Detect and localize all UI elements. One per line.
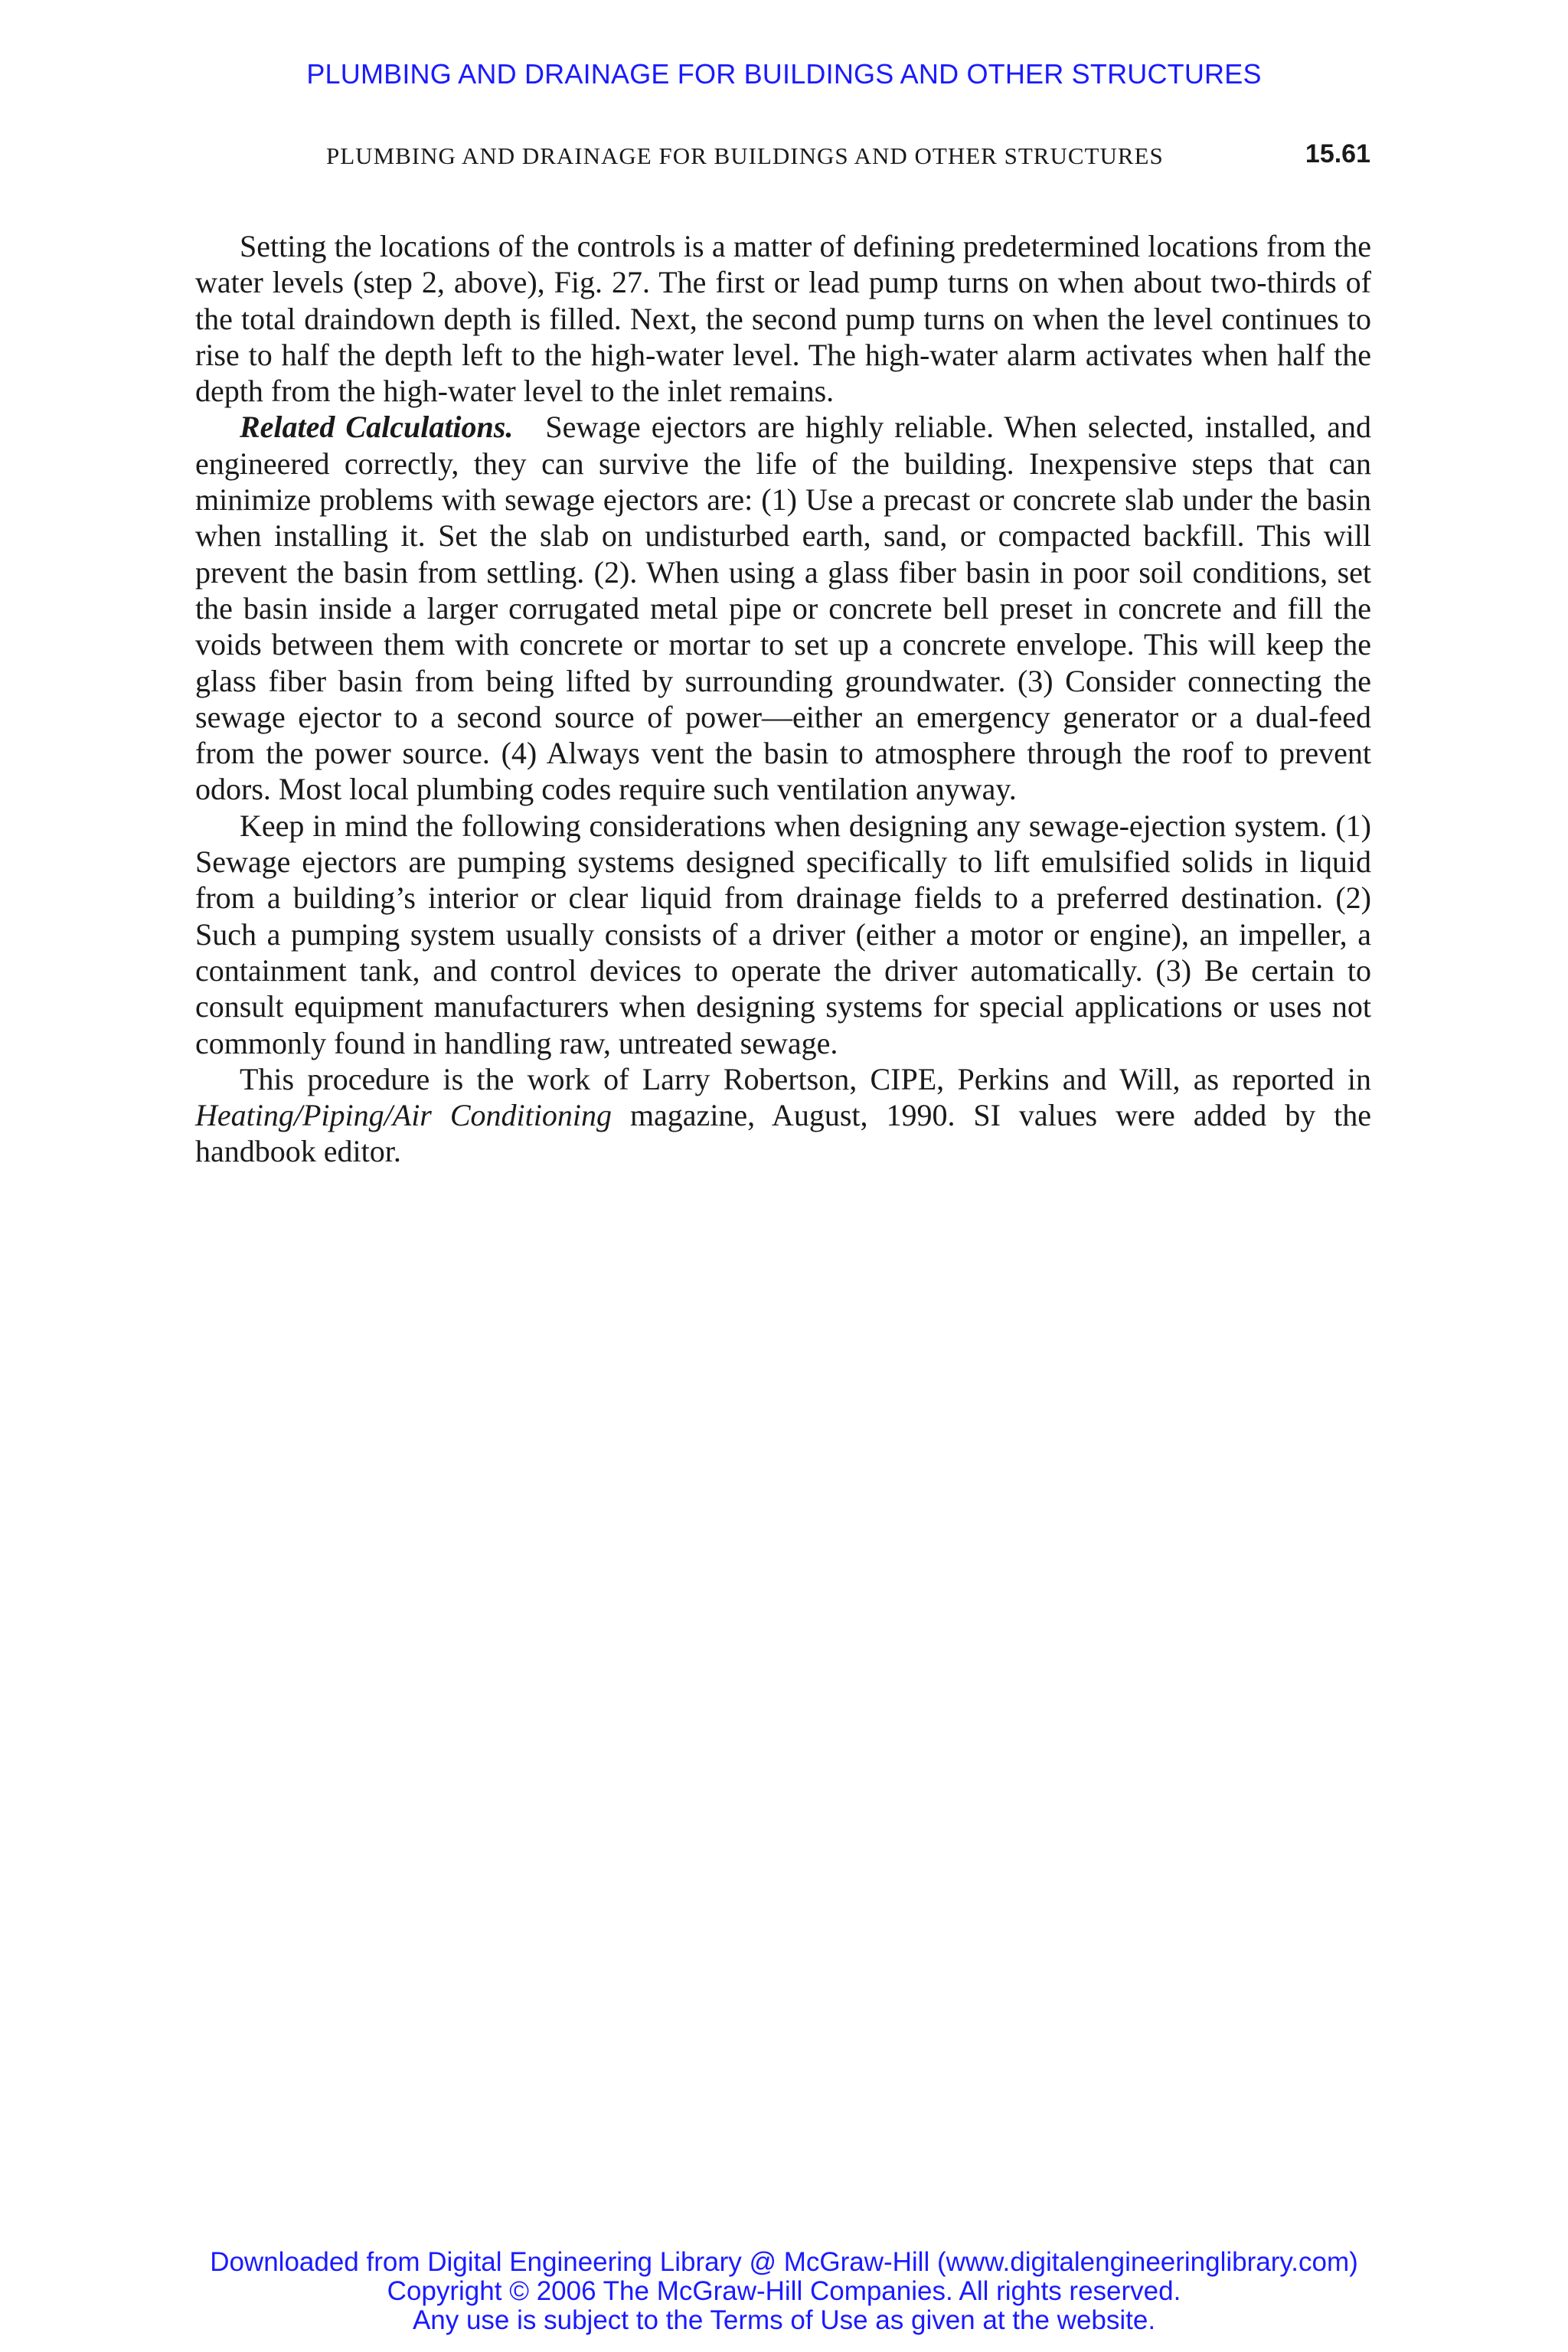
attribution-text-before: This procedure is the work of Larry Robertson, CIPE, Perkins and Will, as reported in <box>240 1061 1371 1096</box>
magazine-title: Heating/Piping/Air Conditioning <box>195 1098 612 1133</box>
page-number: 15.61 <box>1305 139 1370 168</box>
top-banner-title[interactable]: PLUMBING AND DRAINAGE FOR BUILDINGS AND OTHER STRUCTURES <box>306 58 1262 90</box>
running-head: PLUMBING AND DRAINAGE FOR BUILDINGS AND OTHER STRUCTURES <box>326 142 1164 169</box>
paragraph-control-locations: Setting the locations of the controls is a matter of defining predetermined locations from the water levels (step 2, above), Fig. 27. The first or lead pump turns on when about two-thirds of the total draindown depth is filled. Next, the second pump turns on when the level continues to rise to half the depth left to the high-water level. The high-water alarm activates when half the depth from the high-water level to the inlet remains. <box>195 229 1371 409</box>
run-in-heading: Related Calculations. <box>240 410 514 445</box>
body-text <box>195 228 1371 1170</box>
paragraph-attribution <box>195 1061 1371 1170</box>
paragraph-related-calculations <box>195 409 1371 807</box>
footer-terms[interactable]: Any use is subject to the Terms of Use as given at the website. <box>412 2305 1156 2335</box>
footer-download-link[interactable]: Downloaded from Digital Engineering Library @ McGraw-Hill (www.digitalengineeringlibrary.com) <box>210 2247 1358 2277</box>
footer-notice <box>0 2248 1568 2335</box>
paragraph-design-considerations: Keep in mind the following considerations when designing any sewage-ejection system. (1) Sewage ejectors are pumping systems designed specifically to lift emulsified solids in liquid from a building’s interior or clear liquid from drainage fields to a preferred destination. (2) Such a pumping system usually consists of a driver (either a motor or engine), an impeller, a containment tank, and control devices to operate the driver automatically. (3) Be certain to consult equipment manufacturers when designing systems for special applications or uses not commonly found in handling raw, untreated sewage. <box>195 808 1371 1060</box>
footer-copyright[interactable]: Copyright © 2006 The McGraw-Hill Companies. All rights reserved. <box>387 2276 1181 2306</box>
paragraph-text: Sewage ejectors are highly reliable. When selected, installed, and engineered correctly, they can survive the life of the building. Inexpensive steps that can minimize problems with sewage ejectors are: (1) Use a precast or concrete slab under the basin when installing it. Set the slab on undisturbed earth, sand, or compacted backfill. This will prevent the basin from settling. (2). When using a glass fiber basin in poor soil conditions, set the basin inside a larger corrugated metal pipe or concrete bell preset in concrete and fill the voids between them with concrete or mortar to set up a concrete envelope. This will keep the glass fiber basin from being lifted by surrounding groundwater. (3) Consider connecting the sewage ejector to a second source of power—either an emergency generator or a dual-feed from the power source. (4) Always vent the basin to atmosphere through the roof to prevent odors. Most local plumbing codes require such ventilation anyway. <box>195 410 1372 807</box>
attribution-text-after: magazine, August, 1990. SI values were added by the handbook editor. <box>195 1098 1372 1169</box>
